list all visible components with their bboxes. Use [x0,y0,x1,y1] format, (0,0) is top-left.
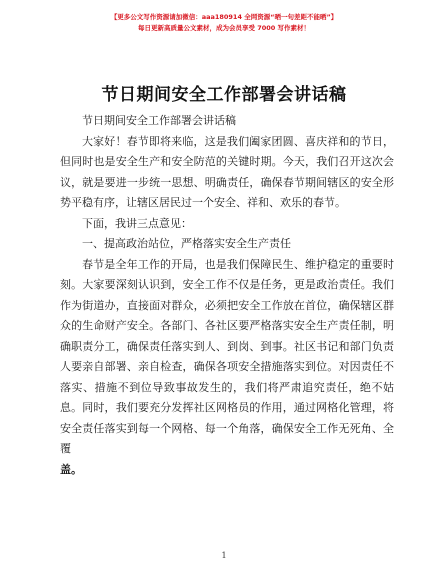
promo-banner-line-2: 每日更新高质量公文素材，成为会员享受 7000 写作素材！ [137,24,311,32]
paragraph-greeting: 大家好！春节即将来临，这是我们阖家团圆、喜庆祥和的节日，但同时也是安全生产和安全防范的关键时期。今天，我们召开这次会议，就是要进一步统一思想、明确责任，确保春节期间辖区的安全形势平稳有序，让辖区居民过一个安全、祥和、欢乐的春节。 [60,134,394,209]
document-title: 节日期间安全工作部署会讲话稿 [101,85,347,105]
promo-banner-line-1: 【更多公文写作资源请加微信：aaa180914 全网资源“晒一句差距不能晒”】 [110,13,338,21]
paragraph-section-1-continued: 盖。 [60,462,82,476]
paragraph-section-1-body: 春节是全年工作的开局，也是我们保障民生、维护稳定的重要时刻。大家要深刻认识到，安全工作不仅是任务，更是政治责任。我们作为街道办，直接面对群众，必须把安全工作放在首位，确保辖区群众的生命财产安全。各部门、各社区要严格落实安全生产责任制，明确职责分工，确保责任落实到人、到岗、到事。社区书记和部门负责人要亲自部署、亲自检查，确保各项安全措施落实到位。对因责任不落实、措施不到位导致事故发生的，我们将严肃追究责任，绝不姑息。同时，我们要充分发挥社区网格员的作用，通过网格化管理，将安全责任落实到每一个网格、每一个角落，确保安全工作无死角、全覆 [60,257,394,455]
document-subtitle: 节日期间安全工作部署会讲话稿 [82,114,236,127]
paragraph-outline-intro: 下面，我讲三点意见： [82,216,192,230]
document-body [60,111,394,480]
section-heading-1: 一、提高政治站位，严格落实安全生产责任 [82,237,291,250]
page-number: 1 [221,551,227,560]
